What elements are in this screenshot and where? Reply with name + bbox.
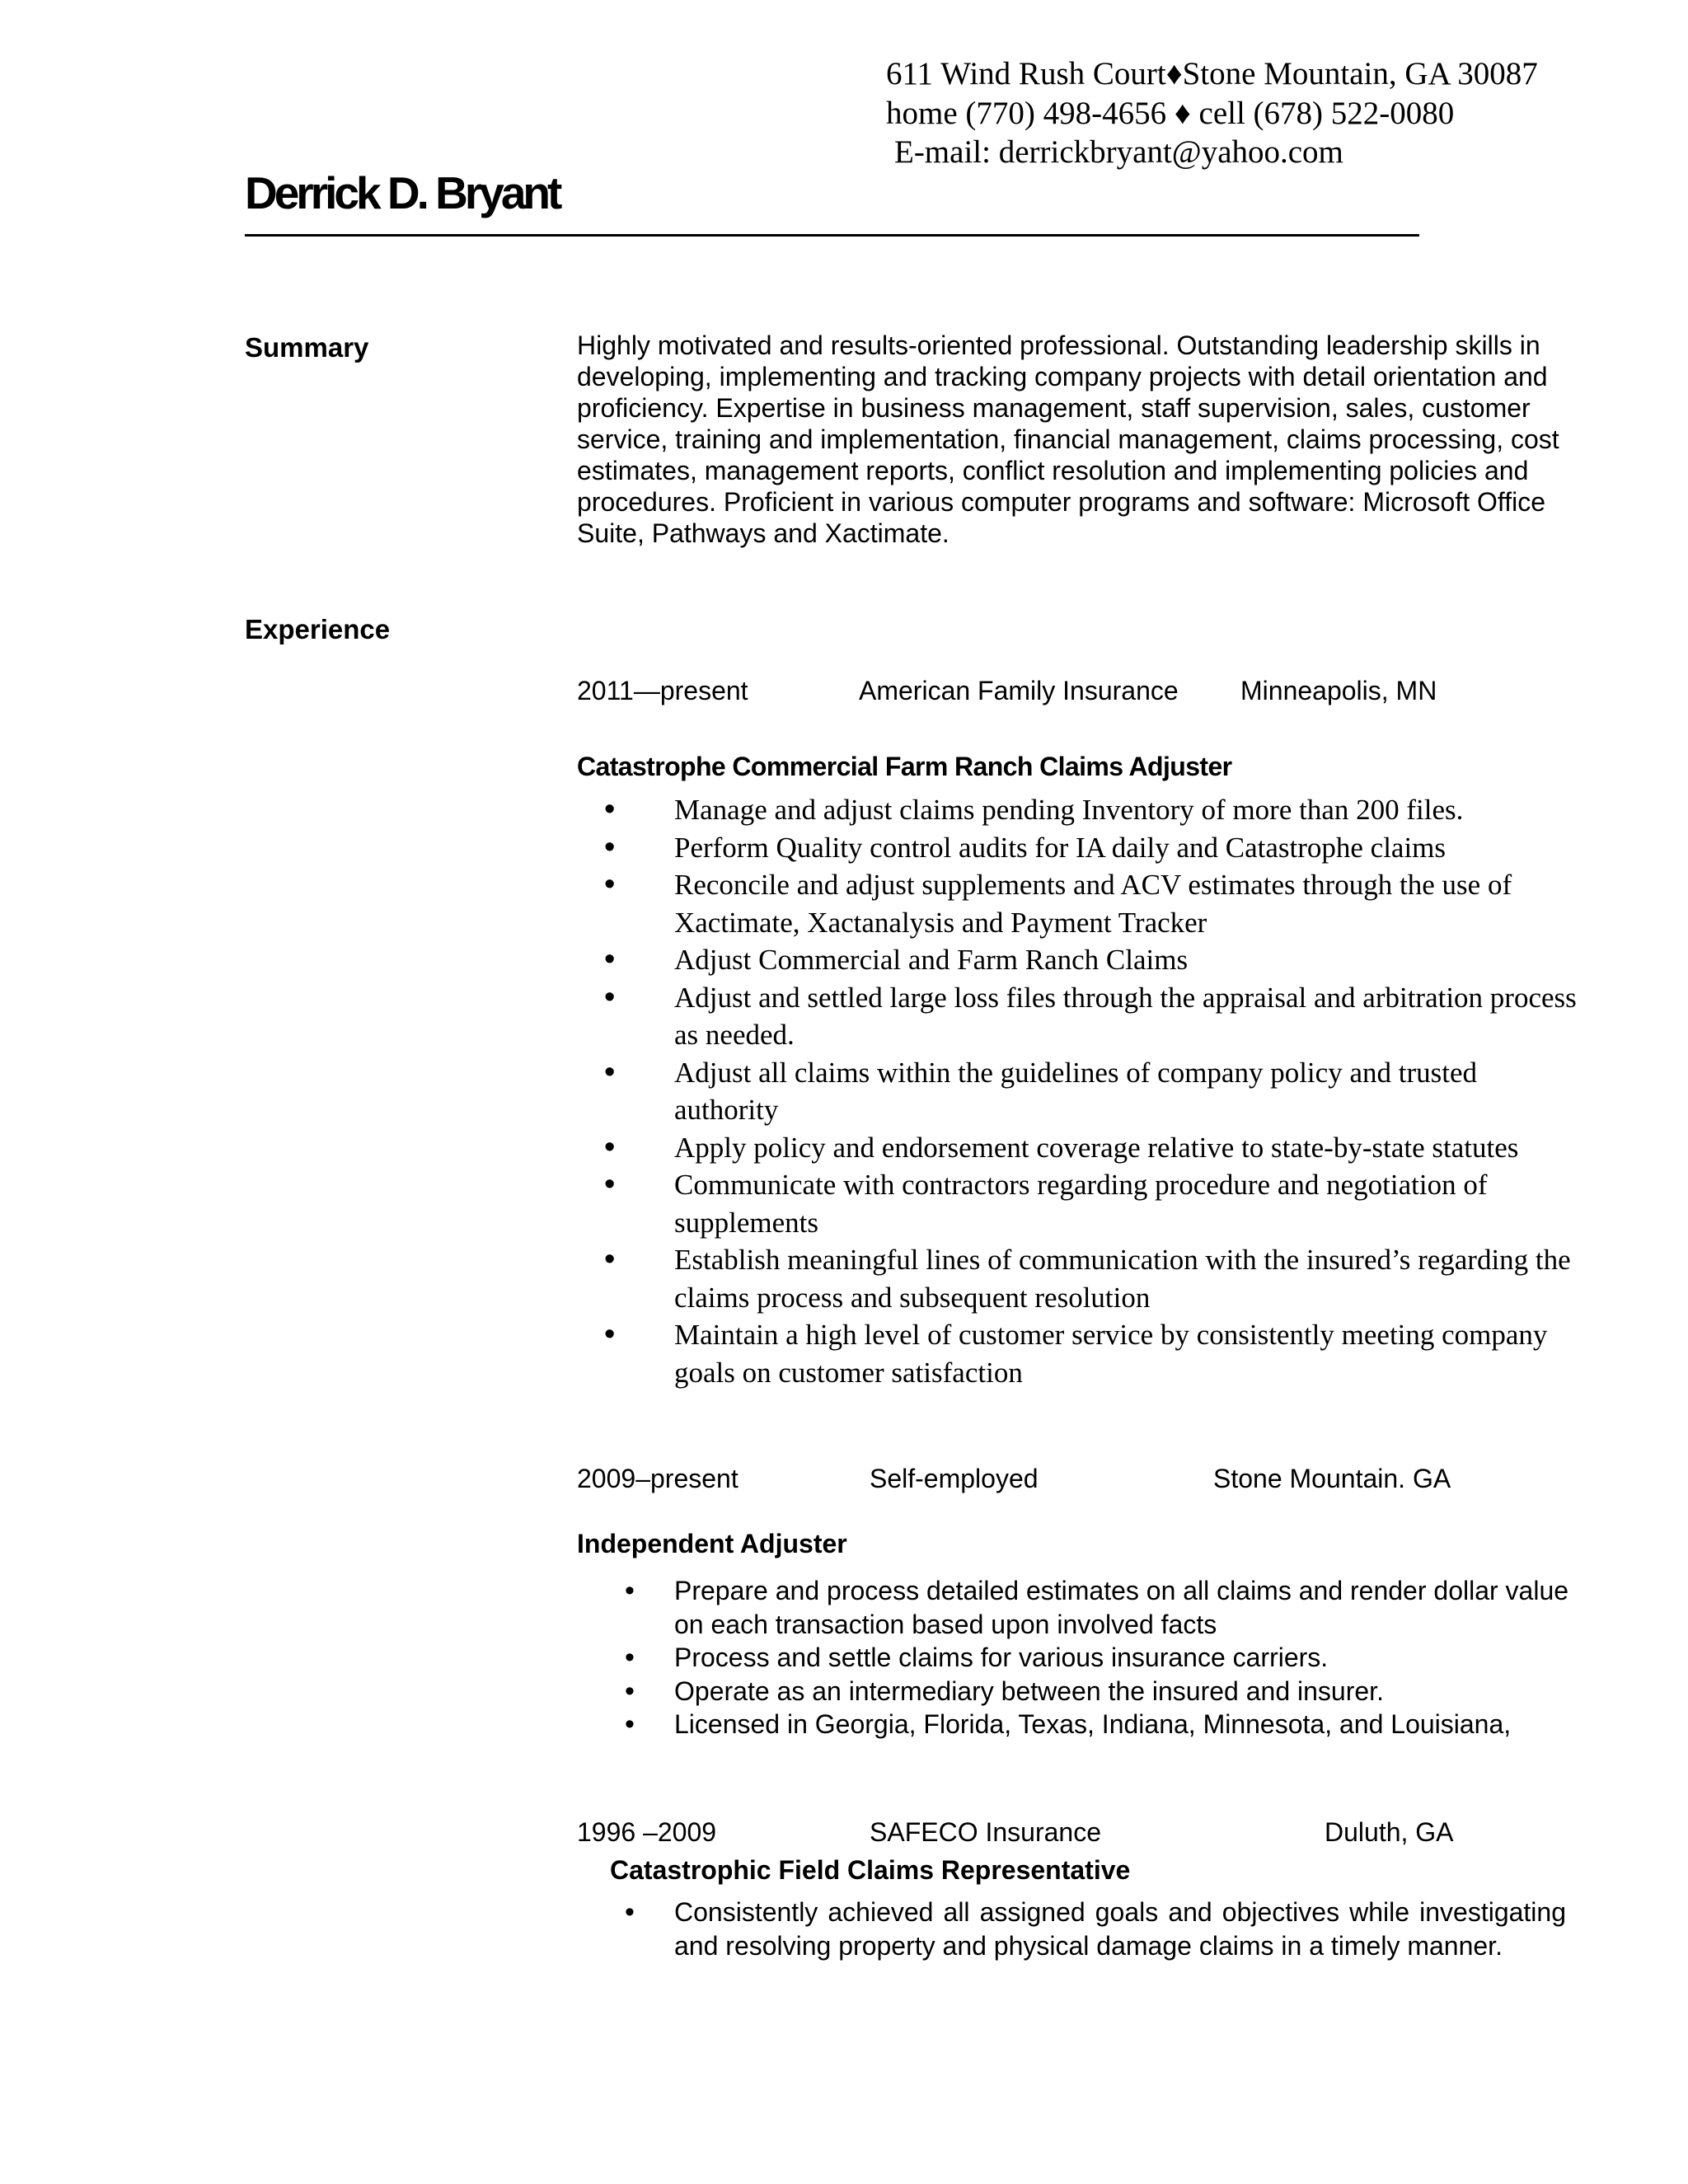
- job-company: Self-employed: [870, 1464, 1039, 1493]
- summary-heading: Summary: [245, 332, 369, 363]
- list-item: • Apply policy and endorsement coverage relative to state-by-state statutes: [674, 1129, 1581, 1167]
- list-item: • Operate as an intermediary between the insured and insurer.: [674, 1675, 1573, 1708]
- job-dates: 2009–present: [577, 1464, 738, 1493]
- contact-email: E-mail: derrickbryant@yahoo.com: [894, 134, 1343, 170]
- list-item: • Process and settle claims for various insurance carriers.: [674, 1641, 1573, 1675]
- list-item: • Adjust all claims within the guidelines of company policy and trusted authority: [674, 1054, 1581, 1129]
- job-company: SAFECO Insurance: [870, 1817, 1101, 1847]
- summary-text: Highly motivated and results-oriented professional. Outstanding leadership skills in developing, implementing and tracking company projects with detail orientation and proficiency. Expertise in business management, staff supervision, sales, customer service, training and implementation, financial management, claims processing, cost estimates, management reports, conflict resolution and implementing policies and procedures. Proficient in various computer programs and software: Microsoft Office Suite, Pathways and Xactimate.: [577, 330, 1559, 548]
- job-title: Catastrophic Field Claims Representative: [610, 1855, 1131, 1885]
- header-divider: [245, 234, 1419, 237]
- job-dates: 1996 –2009: [577, 1817, 717, 1847]
- list-item: • Establish meaningful lines of communication with the insured’s regarding the claims process and subsequent resolution: [674, 1241, 1581, 1316]
- list-item: • Adjust and settled large loss files through the appraisal and arbitration process as needed.: [674, 979, 1581, 1054]
- job-company: American Family Insurance: [859, 676, 1179, 705]
- list-item: • Reconcile and adjust supplements and ACV estimates through the use of Xactimate, Xactanalysis and Payment Tracker: [674, 866, 1581, 941]
- list-item: • Consistently achieved all assigned goals and objectives while investigating and resolving property and physical damage claims in a timely manner.: [674, 1896, 1566, 1962]
- list-item: • Adjust Commercial and Farm Ranch Claims: [674, 941, 1581, 979]
- job-dates: 2011—present: [577, 676, 748, 705]
- list-item: • Maintain a high level of customer service by consistently meeting company goals on customer satisfaction: [674, 1316, 1581, 1391]
- job-title: Catastrophe Commercial Farm Ranch Claims Adjuster: [577, 752, 1232, 781]
- job-duties-list: [674, 791, 1581, 1391]
- list-item: • Communicate with contractors regarding procedure and negotiation of supplements: [674, 1166, 1581, 1241]
- experience-heading: Experience: [245, 614, 391, 644]
- job-location: Stone Mountain. GA: [1213, 1464, 1451, 1493]
- list-item: • Perform Quality control audits for IA daily and Catastrophe claims: [674, 829, 1581, 867]
- list-item: • Prepare and process detailed estimates on all claims and render dollar value on each transaction based upon involved facts: [674, 1574, 1573, 1641]
- contact-phones: home (770) 498-4656 ♦ cell (678) 522-0080: [886, 96, 1455, 131]
- job-duties-list: [674, 1574, 1573, 1741]
- list-item: • Licensed in Georgia, Florida, Texas, Indiana, Minnesota, and Louisiana,: [674, 1708, 1573, 1741]
- candidate-name: Derrick D. Bryant: [245, 167, 560, 218]
- job-title: Independent Adjuster: [577, 1529, 847, 1558]
- list-item: • Manage and adjust claims pending Inventory of more than 200 files.: [674, 791, 1581, 829]
- job-location: Duluth, GA: [1325, 1817, 1454, 1847]
- job-duties-list: [674, 1896, 1566, 1962]
- job-location: Minneapolis, MN: [1240, 676, 1437, 705]
- contact-address: 611 Wind Rush Court♦Stone Mountain, GA 30087: [886, 56, 1538, 91]
